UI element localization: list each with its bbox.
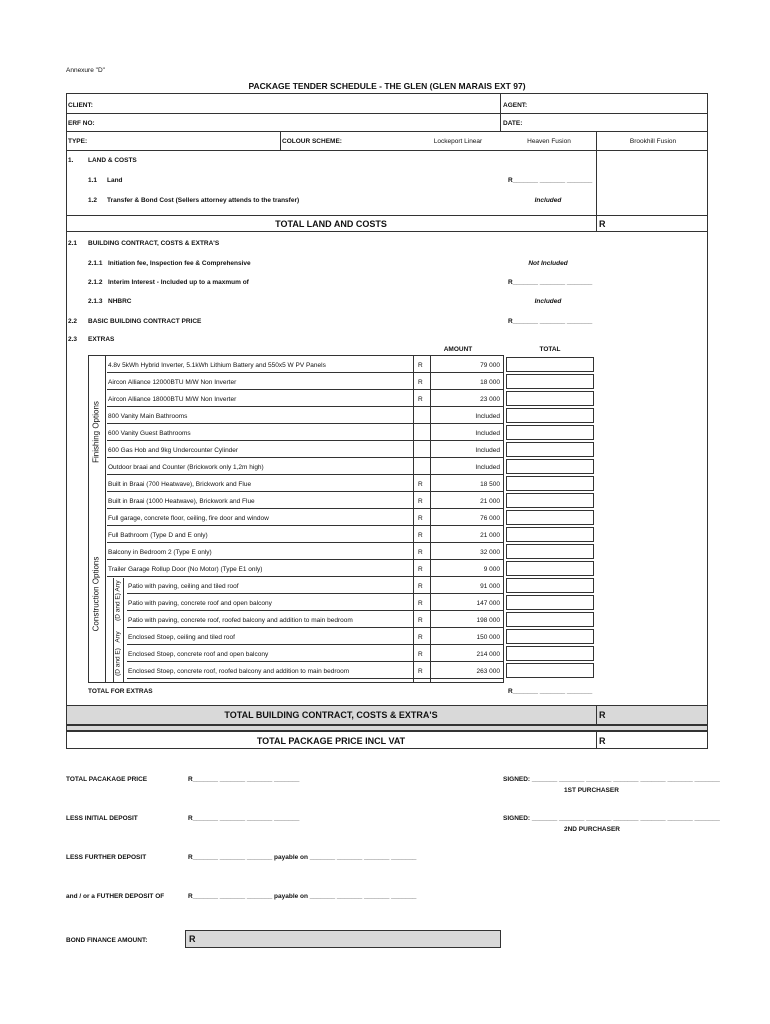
extra-amount: 21 000 [480,532,500,539]
extra-amount: 79 000 [480,362,500,369]
item-number: 2.1.1 [88,260,103,267]
extra-amount: Included [475,464,500,471]
section-number: 2.2 [68,318,78,325]
construction-options-label: Construction Options [91,556,101,632]
item-label: Land [107,177,123,184]
total-extras-label: TOTAL FOR EXTRAS [88,688,153,695]
item-label: Interim Interest - Included up to a maxmum of [108,279,249,286]
extra-total-cell[interactable] [506,595,594,610]
extra-currency: R [418,532,423,539]
section-label: BASIC BUILDING CONTRACT PRICE [88,318,202,325]
total-building-label: TOTAL BUILDING CONTRACT, COSTS & EXTRA'S [224,710,438,720]
row-divider [127,678,504,679]
extra-currency: R [418,634,423,641]
type-field: TYPE: [68,138,88,145]
extra-amount: 32 000 [480,549,500,556]
client-field: CLIENT: [68,102,93,109]
extra-option-label: Aircon Alliance 12000BTU M/W Non Inverter [108,379,237,386]
extra-option-label: 600 Vanity Guest Bathrooms [108,430,191,437]
row-divider [107,440,504,441]
row-divider [127,593,504,594]
less-initial-deposit-label: LESS INITIAL DEPOSIT [66,815,138,822]
extra-total-cell[interactable] [506,476,594,491]
item-number: 2.1.3 [88,298,103,305]
less-further-deposit-label: LESS FURTHER DEPOSIT [66,854,147,861]
row-divider [127,644,504,645]
extra-total-cell[interactable] [506,459,594,474]
item-label: NHBRC [108,298,132,305]
extra-total-cell[interactable] [506,425,594,440]
scheme-option: Lockeport Linear [433,138,483,145]
extra-option-label: 600 Gas Hob and 9kg Undercounter Cylinder [108,447,239,454]
first-purchaser-label: 1ST PURCHASER [564,787,619,794]
amount-header: AMOUNT [443,346,473,353]
bond-finance-input[interactable] [185,930,501,948]
extra-option-label: Built in Braai (700 Heatwave), Brickwork and Flue [108,481,252,488]
further-deposit-line[interactable]: R_______ _______ _______ payable on _______ _______ _______ _______ [188,893,417,900]
section-number: 2.1 [68,240,78,247]
extra-currency: R [418,600,423,607]
section-label: LAND & COSTS [88,157,137,164]
item-value: R_______ _______ _______ [508,279,593,286]
signature-line-1[interactable]: SIGNED: _______ _______ _______ _______ _______ _______ _______ [503,776,720,783]
extra-option-label: Balcony in Bedroom 2 (Type E only) [108,549,212,556]
extra-currency: R [418,651,423,658]
scheme-option: Heaven Fusion [527,138,571,145]
extra-amount: 150 000 [476,634,500,641]
extra-currency: R [418,362,423,369]
item-value: R_______ _______ _______ [508,177,593,184]
extra-total-cell[interactable] [506,561,594,576]
signature-line-2[interactable]: SIGNED: _______ _______ _______ _______ _______ _______ _______ [503,815,720,822]
row-divider [107,508,504,509]
extra-amount: Included [475,447,500,454]
item-value: Included [534,197,562,204]
extra-amount: 21 000 [480,498,500,505]
extra-option-label: Full garage, concrete floor, ceiling, fire door and window [108,515,269,522]
total-package-price-label: TOTAL PACAKAGE PRICE [66,776,148,783]
extra-total-cell[interactable] [506,544,594,559]
extra-currency: R [418,498,423,505]
colour-scheme-label: COLOUR SCHEME: [282,138,342,145]
item-number: 1.1 [88,177,98,184]
section-label: EXTRAS [88,336,115,343]
extra-currency: R [418,379,423,386]
scheme-option: Brookhill Fusion [629,138,677,145]
extra-amount: 263 000 [476,668,500,675]
extra-currency: R [418,396,423,403]
extra-option-label: Patio with paving, concrete roof, roofed balcony and addition to main bedroom [128,617,353,624]
extra-amount: 214 000 [476,651,500,658]
row-divider [107,491,504,492]
row-divider [107,389,504,390]
total-building-value: R [599,710,606,720]
item-value: Included [534,298,562,305]
finishing-options-label: Finishing Options [91,401,101,463]
extra-currency: R [418,617,423,624]
agent-field: AGENT: [503,102,528,109]
extra-amount: 76 000 [480,515,500,522]
row-divider [127,610,504,611]
total-package-price-line[interactable]: R_______ _______ _______ _______ [188,776,300,783]
extra-option-label: Enclosed Stoep, concrete roof, roofed balcony and addition to main bedroom [128,668,350,675]
extra-currency: R [418,515,423,522]
extra-total-cell[interactable] [506,510,594,525]
row-divider [107,372,504,373]
row-divider [107,423,504,424]
extra-option-label: Trailer Garage Rollup Door (No Motor) (Type E1 only) [108,566,263,573]
extra-amount: 18 000 [480,379,500,386]
total-header: TOTAL [539,346,561,353]
item-number: 2.1.2 [88,279,103,286]
extra-total-cell[interactable] [506,374,594,389]
row-divider [107,525,504,526]
total-package-value: R [599,736,606,746]
extra-option-label: Enclosed Stoep, ceiling and tiled roof [128,634,235,641]
row-divider [107,542,504,543]
extra-option-label: Patio with paving, concrete roof and open balcony [128,600,272,607]
extra-amount: 23 000 [480,396,500,403]
section-number: 1. [68,157,74,164]
extra-option-label: Built in Braai (1000 Heatwave), Brickwork and Flue [108,498,255,505]
extra-currency: R [418,583,423,590]
extra-total-cell[interactable] [506,612,594,627]
less-further-deposit-line[interactable]: R_______ _______ _______ payable on _______ _______ _______ _______ [188,854,417,861]
extra-currency: R [418,668,423,675]
extra-option-label: 800 Vanity Main Bathrooms [108,413,188,420]
second-purchaser-label: 2ND PURCHASER [564,826,620,833]
extra-option-label: Enclosed Stoep, concrete roof and open balcony [128,651,269,658]
extra-amount: Included [475,413,500,420]
bond-finance-label: BOND FINANCE AMOUNT: [66,937,148,944]
extra-total-cell[interactable] [506,578,594,593]
d-and-e-label: (D and E) [114,593,122,621]
extra-option-label: Aircon Alliance 18000BTU M/W Non Inverter [108,396,237,403]
extra-option-label: Patio with paving, ceiling and tiled roof [128,583,239,590]
extra-total-cell[interactable] [506,629,594,644]
extra-option-label: 4.8v 5kWh Hybrid Inverter, 5.1kWh Lithium Battery and 550x5 W PV Panels [108,362,326,369]
extra-amount: 198 000 [476,617,500,624]
further-deposit-label: and / or a FUTHER DEPOSIT OF [66,893,165,900]
row-divider [107,559,504,560]
extra-total-cell[interactable] [506,391,594,406]
any-label: Any [114,631,122,643]
total-package-label: TOTAL PACKAGE PRICE INCL VAT [256,736,406,746]
extra-total-cell[interactable] [506,357,594,372]
row-divider [107,457,504,458]
extra-amount: 9 000 [483,566,500,573]
extra-currency: R [418,481,423,488]
row-divider [107,474,504,475]
total-land-costs: TOTAL LAND AND COSTS [275,219,387,229]
bond-finance-value: R [189,934,196,944]
row-divider [127,627,504,628]
extra-total-cell[interactable] [506,646,594,661]
date-field: DATE: [503,120,523,127]
extra-currency: R [418,549,423,556]
total-land-costs-value: R [599,219,606,229]
extra-total-cell[interactable] [506,408,594,423]
extra-total-cell[interactable] [506,663,594,678]
extra-amount: 147 000 [476,600,500,607]
extra-total-cell[interactable] [506,527,594,542]
row-divider [127,661,504,662]
extra-option-label: Full Bathroom (Type D and E only) [108,532,208,539]
erf-field: ERF NO: [68,120,95,127]
section-label: BUILDING CONTRACT, COSTS & EXTRA'S [88,240,220,247]
d-and-e-label: (D and E) [114,648,122,676]
item-label: Initiation fee, Inspection fee & Comprehensive [108,260,251,267]
section-number: 2.3 [68,336,78,343]
item-value: R_______ _______ _______ [508,318,593,325]
extra-amount: Included [475,430,500,437]
page-title: PACKAGE TENDER SCHEDULE - THE GLEN (GLEN MARAIS EXT 97) [248,81,526,91]
less-initial-deposit-line[interactable]: R_______ _______ _______ _______ [188,815,300,822]
extra-option-label: Outdoor braai and Counter (Brickwork only 1,2m high) [108,464,264,471]
row-divider [107,406,504,407]
row-divider [107,576,504,577]
item-label: Transfer & Bond Cost (Sellers attorney attends to the transfer) [107,197,300,204]
any-label: Any [114,580,122,592]
extra-currency: R [418,566,423,573]
extra-amount: 18 500 [480,481,500,488]
extra-total-cell[interactable] [506,442,594,457]
total-extras-value: R_______ _______ _______ [508,688,593,695]
extra-amount: 91 000 [480,583,500,590]
item-number: 1.2 [88,197,98,204]
extra-total-cell[interactable] [506,493,594,508]
annexure-label: Annexure "D" [66,67,105,74]
item-value: Not Included [528,260,568,267]
